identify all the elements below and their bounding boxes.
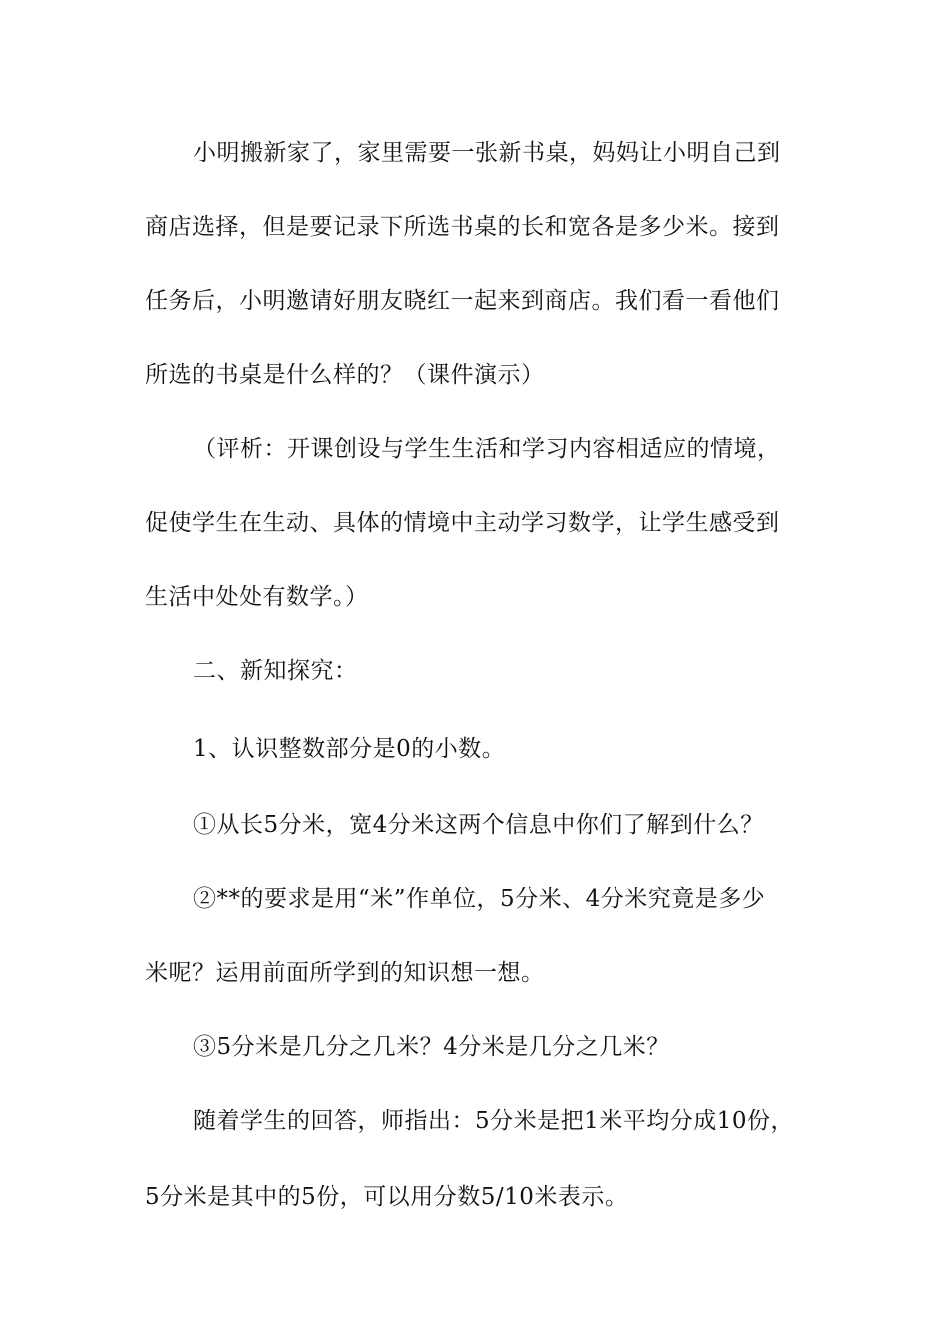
paragraph-commentary-line-1: （评析：开课创设与学生生活和学习内容相适应的情境， xyxy=(193,436,781,462)
question-3: ③5分米是几分之几米？4分米是几分之几米？ xyxy=(193,1034,670,1060)
question-2-line-2: 米呢？运用前面所学到的知识想一想。 xyxy=(145,960,545,986)
question-1: ①从长5分米，宽4分米这两个信息中你们了解到什么？ xyxy=(193,812,764,838)
section-heading: 二、新知探究： xyxy=(193,658,358,684)
paragraph-intro-line-1: 小明搬新家了，家里需要一张新书桌，妈妈让小明自己到 xyxy=(193,140,781,166)
paragraph-intro-line-3: 任务后，小明邀请好朋友晓红一起来到商店。我们看一看他们 xyxy=(145,288,780,314)
paragraph-intro-line-4: 所选的书桌是什么样的？（课件演示） xyxy=(145,362,545,388)
paragraph-intro-line-2: 商店选择，但是要记录下所选书桌的长和宽各是多少米。接到 xyxy=(145,214,780,240)
explanation-line-2: 5分米是其中的5份，可以用分数5/10米表示。 xyxy=(145,1184,629,1210)
subsection-heading: 1、认识整数部分是0的小数。 xyxy=(193,736,506,762)
explanation-line-1: 随着学生的回答，师指出：5分米是把1米平均分成10份， xyxy=(193,1108,795,1134)
paragraph-commentary-line-2: 促使学生在生动、具体的情境中主动学习数学，让学生感受到 xyxy=(145,510,780,536)
question-2-line-1: ②**的要求是用“米”作单位，5分米、4分米究竟是多少 xyxy=(193,886,766,912)
paragraph-commentary-line-3: 生活中处处有数学。） xyxy=(145,584,369,610)
